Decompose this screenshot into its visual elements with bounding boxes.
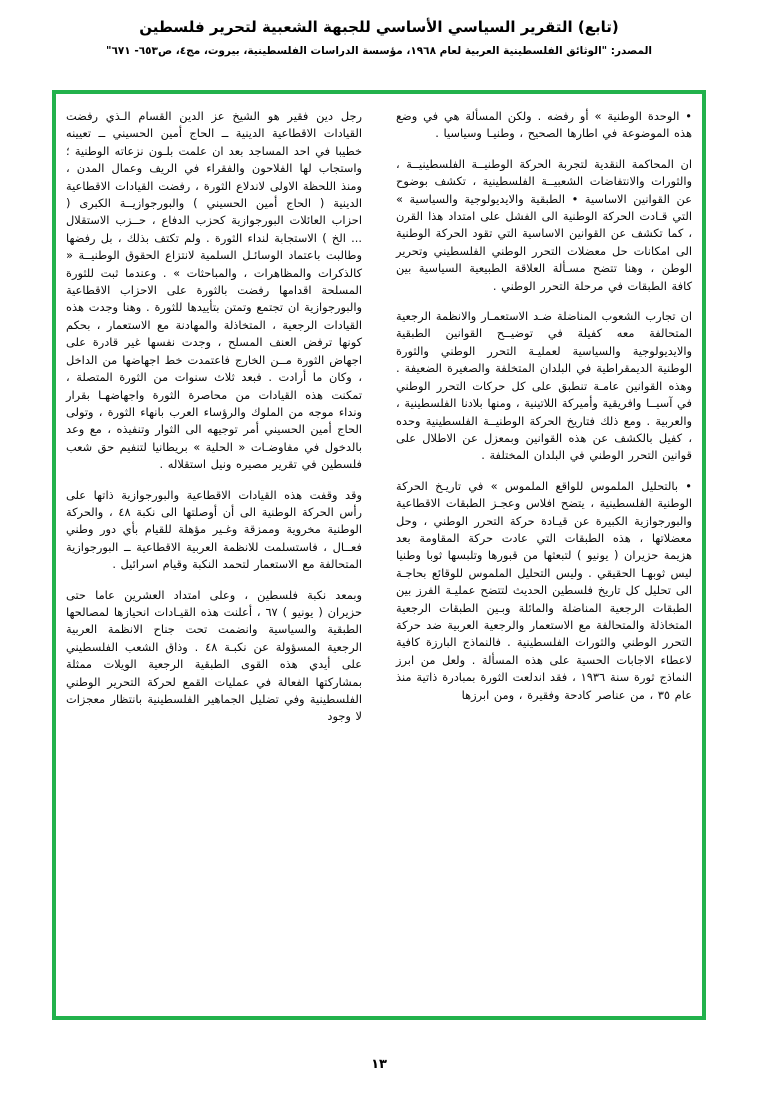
document-source: المصدر: "الوثائق الفلسطينية العربية لعام ١٩٦٨، مؤسسة الدراسات الفلسطينية، بيروت، مج٤، ص٦٥٣- ٦٧١": [105, 45, 653, 57]
paragraph: ان تجارب الشعوب المناضلة ضـد الاستعمـار والانظمة الرجعية المتحالفة معه كفيلة في توضيــح القوانين الطبقية والايديولوجية والسياسية لعمليـة التحرر الوطني والثورة الوطنية الديمقراطية في البلدان المتخلفة والصغيرة الضعيفة . وهذه القوانين عامـة تنطبق على كل حركات التحرر الوطني في آسيــا وافريقية وأميركة اللاتينية ، ومنها بلادنا الفلسطينية ، والعربية . ومع ذلك فتاريخ الحركة الوطنيــة الفلسطينية وحده ، كفيل بالكشف عن هذه القوانين وبمعزل عن الاطلال على قوانين التحرر الوطني في البلدان المختلفة .: [396, 309, 692, 463]
page-number: ١٣: [371, 1057, 387, 1072]
paragraph: • الوحدة الوطنية » أو رفضه . ولكن المسألة هي في وضع هذه الموضوعة في اطارها الصحيح ، وطنيـا وسياسيا .: [396, 109, 692, 141]
page-title: (تابع) التقرير السياسي الأساسي للجبهة الشعبية لتحرير فلسطين: [139, 18, 619, 36]
text-columns: [66, 108, 692, 1008]
paragraph: وبمعد نكبة فلسطين ، وعلى امتداد العشرين عاما حتى حزيران ( يونيو ) ٦٧ ، أعلنت هذه القيـادات انحيازها لمصالحها الطبقية والسياسية وانضمت تحت جناح الانظمة العربية الرجعية المسؤولة عن نكبـة ٤٨ . وذاق الشعب الفلسطيني على أيدي هذه القوى الطبقية الرجعية الويلات ممثلة بمشاركتها الفعالة في عمليات القمع لحركة التحرير الوطني الفلسطينية وفي تضليل الجماهير الفلسطينية بانتظار معجزات لا وجود: [66, 587, 362, 724]
document-page: [0, 18, 758, 1096]
column-right: [66, 108, 362, 1008]
paragraph: وقد وقفت هذه القيادات الاقطاعية والبورجوازية ذاتها على رأس الحركة الوطنية الى أن أوصلتها الى نكبة ٤٨ ، والحركة الوطنية مخروية وممزقة وغـير مؤهلة للقيام بأي دور وطني فعــال ، فاستسلمت للانظمة العربية الاقطاعية ــ البورجوازية المتحالفة مع الاستعمار لتحمد النكبة وقيام اسرائيل .: [66, 487, 362, 572]
paragraph: رجل دين فقير هو الشيخ عز الدين القسام الـذي رفضت القيادات الاقطاعية الدينية ــ الحاج أمين الحسيني ــ تعيينه خطيبا في احد المساجد بعد ان علمت بلـون نزعاته الوطنية ؛ واستجاب لها الفلاحون والفقراء في الريف وعمال المدن ، ومنذ اللحظة الاولى لاندلاع الثورة ، رفضت القيادات الاقطاعية الدينية ( الحاج أمين الحسيني ) والبورجوازيــة الكبرى ( احزاب العائلات البورجوازية كحزب الدفاع ، حــزب الاستقلال ... الخ ) الاستجابة لنداء الثورة . ولم تكتف بذلك ، بل رفضها وطالبت باعتماد الوسائـل السلمية لانتزاع الحقوق الوطنيــة « كالذكرات والمظاهرات ، والمباحثات » . وعندما ثبت للثورة المسلحة اقدامها رفضت بالثورة على الاحزاب الاقطاعية والبورجوازية ان تجتمع وتمتن بتأييدها للثورة . وهنا وجدت هذه القيادات الرجعية ، المتخاذلة والمهادنة مع الاستعمار ، بحكم كونها ترفض العنف المسلح ، وجدت نفسها غير قادرة على اجهاض الثورة مــن الخارج فاعتمدت خط اجهاضها من الداخل ، وكان ما أرادت . فبعد ثلاث سنوات من الثورة المتصلة ، تمكنت هذه القيادات من محاصرة الثورة واجهاضهـا بقرار ونداء موجه من الملوك والرؤساء العرب بانهاء الثورة ، وتولى الحاج أمين الحسيني أمر توجيهه الى الثوار وتنفيذه ، مع وعد بالدخول في مفاوضـات « الحلية » بريطانيا لتنفيم حق شعب فلسطين في تقرير مصيره ونيل استقلاله .: [66, 109, 362, 472]
paragraph: • بالتحليل الملموس للواقع الملموس » في تاريـخ الحركة الوطنية الفلسطينية ، يتضح افلاس وعجـز الطبقات الاقطاعية والبورجوازية الكبيرة عن قيـادة حركة التحرر الوطني ، وحل معضلاتها ، هذه الطبقات التي عادت حركة المقاومة بعد هزيمة حزيران ( يونيو ) لتبعثها من قبورها وتلبسها ثوبا وطنيا ليس ثوبهـا الحقيقي . وليس التحليل الملموس للوقائع بحاجـة الى تحليل كل تاريخ فلسطين الحديث لتتضح عمليـة الفرز بين الطبقات الرجعية المناضلة والمائلة وبـين الطبقات الرجعية المتخاذلة والمتحالفة مع الاستعمار والرجعية العربية ضد حركة التحرر الوطني والثورات الفلسطينية . فالنماذج البارزة كافية لاعطاء الاجابات الحسية على هذه المسألة . ولعل من ابرز النماذج ثورة سنة ١٩٣٦ ، فقد اندلعت الثورة بمبادرة ذاتية منذ عام ٣٥ ، من عناصر كادحة وفقيرة ، ومن ابرزها: [396, 478, 692, 702]
column-left: [396, 108, 692, 1008]
paragraph: ان المحاكمة النقدية لتجربة الحركة الوطنيــة الفلسطينيــة ، والثورات والانتفاضات الشعبيــة الفلسطينية ، تكشف بوضوح عن القوانين الاساسية • الطبقية والايديولوجية والسياسية » التي قـادت الحركة الوطنية الى الفشل على امتداد هذا القرن ، كما تكشف عن القوانين الاساسية التي تقود الحركة الوطنية الى امكانات حل معضلات التحرر الوطني الفلسطيني وتحرير الوطن ، وهنا تتضح مسـألة العلاقة الطبيعية السياسية بين كافة الطبقات في مرحلة التحرر الوطني .: [396, 156, 692, 293]
